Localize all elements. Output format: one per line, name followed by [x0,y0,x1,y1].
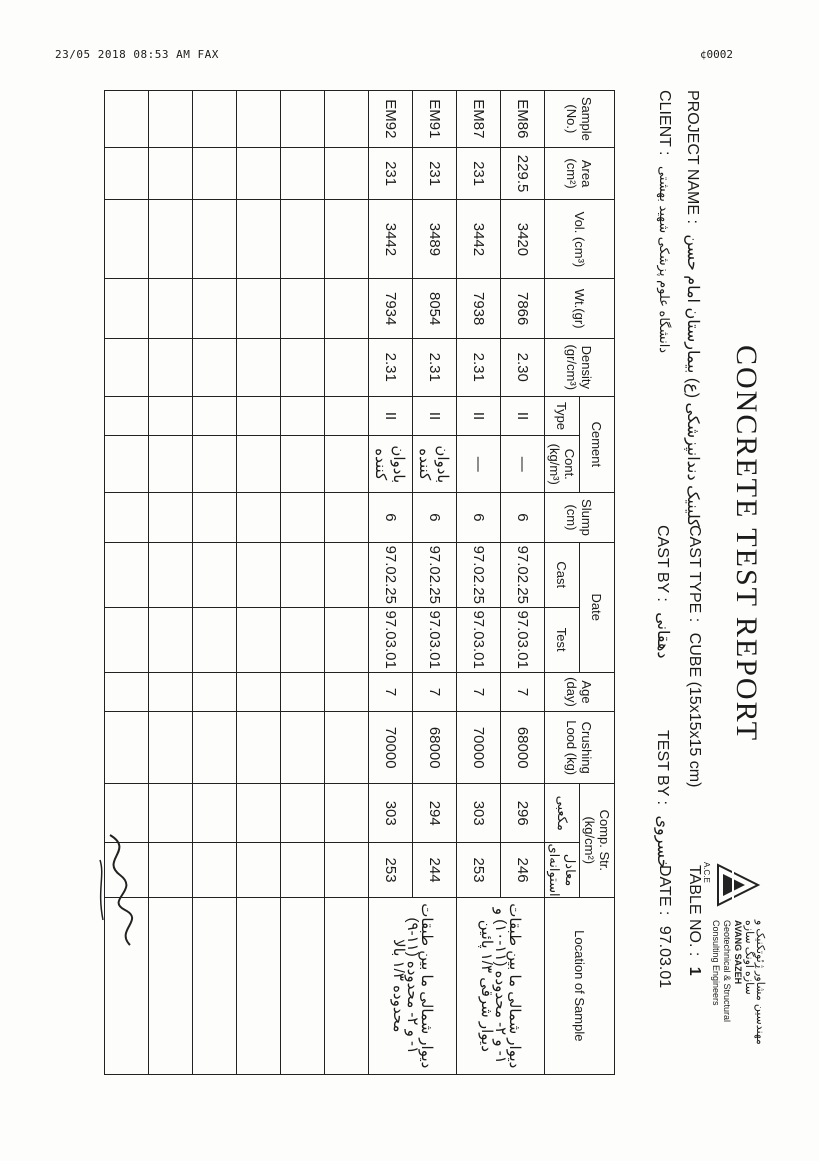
header-area: Area (cm²) [545,147,615,200]
cell-load: 68000 [501,712,545,784]
cell-cube: 303 [369,783,413,843]
empty-cell [281,91,325,148]
table-no-label: TABLE NO. : [686,865,703,957]
cell-wt: 8054 [413,279,457,338]
firm-abbr: A.C.E [702,862,711,883]
empty-cell [281,712,325,784]
cell-load: 68000 [413,712,457,784]
empty-cell [237,607,281,672]
empty-cell [105,396,149,436]
empty-cell [149,338,193,396]
cast-by-label: CAST BY : [654,525,671,602]
empty-cell [105,200,149,279]
empty-cell [193,338,237,396]
empty-cell [281,897,325,1074]
empty-cell [237,396,281,436]
cell-vol: 3442 [457,200,501,279]
empty-cell [149,396,193,436]
empty-cell [105,436,149,493]
cell-test: 97.03.01 [501,607,545,672]
test-by-value: خسروی [654,815,671,869]
cell-test: 97.03.01 [369,607,413,672]
empty-cell [237,712,281,784]
cell-age: 7 [413,672,457,712]
empty-cell [325,91,369,148]
report-title: CONCRETE TEST REPORT [730,345,763,743]
empty-row [237,91,281,1075]
cell-wt: 7934 [369,279,413,338]
header-wt: Wt.(gr) [545,279,615,338]
header-slump: Slump (cm) [545,493,615,543]
firm-line-1: Geotechnical & Structural [722,920,732,1023]
empty-cell [237,783,281,843]
empty-cell [237,200,281,279]
empty-cell [281,279,325,338]
empty-cell [149,712,193,784]
empty-cell [193,279,237,338]
header-comp: Comp. Str. (kg/cm²) [580,783,615,897]
cell-density: 2.30 [501,338,545,396]
cell-cont: بادوان کننده [413,436,457,493]
client-label: CLIENT : [656,90,673,156]
empty-cell [237,843,281,897]
cell-area: 229.5 [501,147,545,200]
cell-cont: — [501,436,545,493]
header-date-test: Test [545,607,580,672]
table-no-field [685,865,703,976]
cell-load: 70000 [457,712,501,784]
cell-cast: 97.02.25 [413,542,457,607]
cell-area: 231 [369,147,413,200]
firm-line-2: Consulting Engineers [711,920,721,1006]
header-density: Density (gr/cm³) [545,338,615,396]
empty-cell [105,542,149,607]
cell-type: II [413,396,457,436]
empty-cell [281,843,325,897]
signature-icon [90,830,145,950]
table-body [105,91,545,1075]
firm-persian-name: مهندسین مشاور ژئوتکنیک و سازه آونگ سازه [743,920,766,1045]
empty-cell [105,147,149,200]
empty-cell [281,493,325,543]
cell-cast: 97.02.25 [369,542,413,607]
empty-cell [149,843,193,897]
firm-logo-icon [713,860,763,910]
cell-vol: 3489 [413,200,457,279]
empty-cell [105,338,149,396]
empty-cell [149,672,193,712]
date-field [655,865,673,988]
fax-page-number: ¢0002 [699,48,733,61]
empty-cell [325,542,369,607]
cast-by-field [653,525,673,659]
empty-cell [149,436,193,493]
cell-vol: 3442 [369,200,413,279]
cell-sample: EM91 [413,91,457,148]
empty-cell [281,396,325,436]
cell-cont: بادوان کننده [369,436,413,493]
project-name-label: PROJECT NAME : [684,90,701,224]
cell-wt: 7938 [457,279,501,338]
cell-slump: 6 [369,493,413,543]
empty-cell [193,493,237,543]
cell-age: 7 [501,672,545,712]
client-field [655,90,673,353]
cell-type: II [369,396,413,436]
empty-cell [193,200,237,279]
empty-cell [281,672,325,712]
empty-cell [105,91,149,148]
cell-cyl: 253 [457,843,501,897]
cell-cyl: 246 [501,843,545,897]
cell-cube: 303 [457,783,501,843]
empty-cell [237,338,281,396]
cell-cont: — [457,436,501,493]
header-age: Age (day) [545,672,615,712]
empty-cell [193,436,237,493]
cell-vol: 3420 [501,200,545,279]
empty-cell [325,607,369,672]
empty-cell [105,279,149,338]
header-load: Crushing Lood (kg) [545,712,615,784]
table-row [413,91,457,1075]
cell-location: دیوار شمالی ما بین طبقات ۱- و ۲- محدوده (۱۱-۹) محدوده ۱/۳ بالا [369,897,457,1074]
empty-cell [325,396,369,436]
cell-density: 2.31 [457,338,501,396]
empty-cell [193,672,237,712]
test-results-table [104,90,615,1075]
empty-cell [325,436,369,493]
empty-cell [281,338,325,396]
test-by-label: TEST BY : [654,730,671,805]
cell-area: 231 [457,147,501,200]
cell-slump: 6 [501,493,545,543]
header-location: Location of Sample [545,897,615,1074]
cell-test: 97.03.01 [413,607,457,672]
project-name-field [683,90,703,527]
empty-cell [281,147,325,200]
cell-location: دیوار شمالی ما بین طبقات ۱- و ۲- محدوده (۱۱-۱۰) و دیوار شرقی ۱/۳ پائین [457,897,545,1074]
empty-cell [193,843,237,897]
empty-row [193,91,237,1075]
empty-cell [149,147,193,200]
table-row [501,91,545,1075]
empty-cell [149,91,193,148]
empty-cell [325,493,369,543]
empty-cell [325,147,369,200]
empty-cell [281,542,325,607]
cell-sample: EM87 [457,91,501,148]
empty-cell [105,712,149,784]
date-value: 97.03.01 [656,925,673,989]
empty-cell [281,200,325,279]
header-cement-cont: Cont. (kg/m³) [545,436,580,493]
header-vol: Vol. (cm³) [545,200,615,279]
empty-cell [193,91,237,148]
empty-cell [149,783,193,843]
project-name-value: کلینیک دندانپزشکی (ع) بیمارستان امام حسن [684,234,701,527]
empty-cell [149,279,193,338]
cast-type-value: CUBE (15x15x15 cm) [686,632,703,788]
empty-cell [237,147,281,200]
cell-cube: 296 [501,783,545,843]
header-cement: Cement [580,396,615,492]
header-cement-type: Type [545,396,580,436]
empty-cell [193,783,237,843]
empty-cell [325,672,369,712]
firm-english-name: AVANG SAZEH [733,920,743,985]
cell-age: 7 [457,672,501,712]
empty-cell [325,279,369,338]
empty-cell [237,897,281,1074]
empty-cell [193,396,237,436]
client-value: دانشگاه علوم پزشکی شهید بهشتی [657,165,672,354]
cell-area: 231 [413,147,457,200]
cell-test: 97.03.01 [457,607,501,672]
empty-cell [237,672,281,712]
empty-cell [325,200,369,279]
cast-type-field [685,525,703,787]
empty-cell [105,672,149,712]
cell-density: 2.31 [413,338,457,396]
cell-cast: 97.02.25 [501,542,545,607]
empty-cell [193,712,237,784]
firm-block [710,920,765,1070]
cell-slump: 6 [457,493,501,543]
header-comp-cyl: معادل استوانه‌ای [545,843,580,897]
empty-cell [281,783,325,843]
cell-cyl: 244 [413,843,457,897]
empty-cell [149,200,193,279]
empty-cell [149,493,193,543]
empty-cell [325,712,369,784]
cast-by-value: دهقانی [654,612,671,659]
empty-cell [105,607,149,672]
empty-cell [105,493,149,543]
table-no-value: 1 [686,966,703,976]
empty-cell [325,338,369,396]
empty-cell [325,783,369,843]
header-sample: Sample (No.) [545,91,615,148]
empty-cell [237,91,281,148]
cell-type: II [457,396,501,436]
header-comp-cube: مکعبی [545,783,580,843]
cell-cast: 97.02.25 [457,542,501,607]
empty-cell [193,607,237,672]
cell-type: II [501,396,545,436]
empty-cell [149,897,193,1074]
cell-wt: 7866 [501,279,545,338]
empty-cell [193,897,237,1074]
report-sheet [55,90,765,1080]
empty-cell [149,607,193,672]
header-date: Date [580,542,615,672]
empty-cell [325,897,369,1074]
empty-cell [237,436,281,493]
cell-sample: EM86 [501,91,545,148]
empty-cell [325,843,369,897]
cell-sample: EM92 [369,91,413,148]
cell-load: 70000 [369,712,413,784]
empty-cell [237,542,281,607]
cell-cube: 294 [413,783,457,843]
empty-cell [281,436,325,493]
empty-cell [237,493,281,543]
empty-cell [237,279,281,338]
empty-cell [193,542,237,607]
fax-header: 23/05 2018 08:53 AM FAX [55,48,219,61]
cell-age: 7 [369,672,413,712]
empty-row [325,91,369,1075]
cell-density: 2.31 [369,338,413,396]
date-label: DATE : [656,865,673,916]
test-by-field [653,730,673,869]
empty-row [149,91,193,1075]
empty-row [281,91,325,1075]
empty-cell [193,147,237,200]
empty-cell [281,607,325,672]
cell-cyl: 253 [369,843,413,897]
header-date-cast: Cast [545,542,580,607]
cast-type-label: CAST TYPE : [686,525,703,623]
cell-slump: 6 [413,493,457,543]
empty-cell [149,542,193,607]
